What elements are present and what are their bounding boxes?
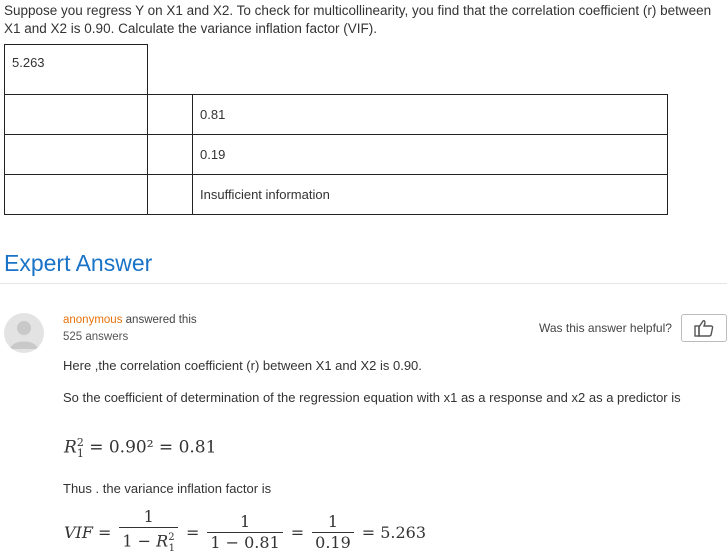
author-line — [63, 314, 197, 326]
user-avatar-icon — [4, 313, 44, 353]
table-row — [5, 45, 668, 95]
option-cell: 0.19 — [193, 135, 668, 175]
divider — [0, 283, 727, 284]
answer-line-3: Thus . the variance inflation factor is — [63, 481, 272, 496]
empty-cell — [5, 135, 148, 175]
thumbs-up-icon — [694, 319, 714, 337]
option-cell: 0.81 — [193, 95, 668, 135]
answer-value-cell: 5.263 — [5, 45, 148, 95]
answer-line-2: So the coefficient of determination of the regression equation with x1 as a response and x2 as a predictor is — [63, 390, 681, 405]
empty-cell — [148, 175, 193, 215]
expert-answer-heading: Expert Answer — [4, 250, 153, 276]
author-name-link[interactable]: anonymous — [63, 314, 123, 326]
table-row — [5, 175, 668, 215]
equation-vif: VIF = $\frac{1}{1 - R^2_1}$ = $\frac{1}{1 - 0.81}$ = $\frac{1}{0.19}$ = 5.263 — [64, 507, 426, 559]
empty-cell — [148, 135, 193, 175]
answers-count: 525 answers — [63, 331, 129, 343]
table-row — [5, 135, 668, 175]
equation-r-squared: $R^2_1 = 0.90^2 = 0.81$ — [64, 436, 217, 461]
empty-cell — [148, 95, 193, 135]
thumbs-up-button[interactable] — [681, 314, 727, 342]
answered-suffix: answered this — [122, 314, 197, 326]
answer-line-1: Here ,the correlation coefficient (r) between X1 and X2 is 0.90. — [63, 358, 422, 373]
helpful-prompt: Was this answer helpful? — [539, 321, 672, 335]
table-row — [5, 95, 668, 135]
empty-cell — [5, 95, 148, 135]
options-table — [4, 44, 668, 215]
empty-cell — [5, 175, 148, 215]
question-text: Suppose you regress Y on X1 and X2. To check for multicollinearity, you find that the correlation coefficient (r) between X1 and X2 is 0.90. Calculate the variance inflation factor (VIF). — [4, 3, 712, 36]
option-cell: Insufficient information — [193, 175, 668, 215]
